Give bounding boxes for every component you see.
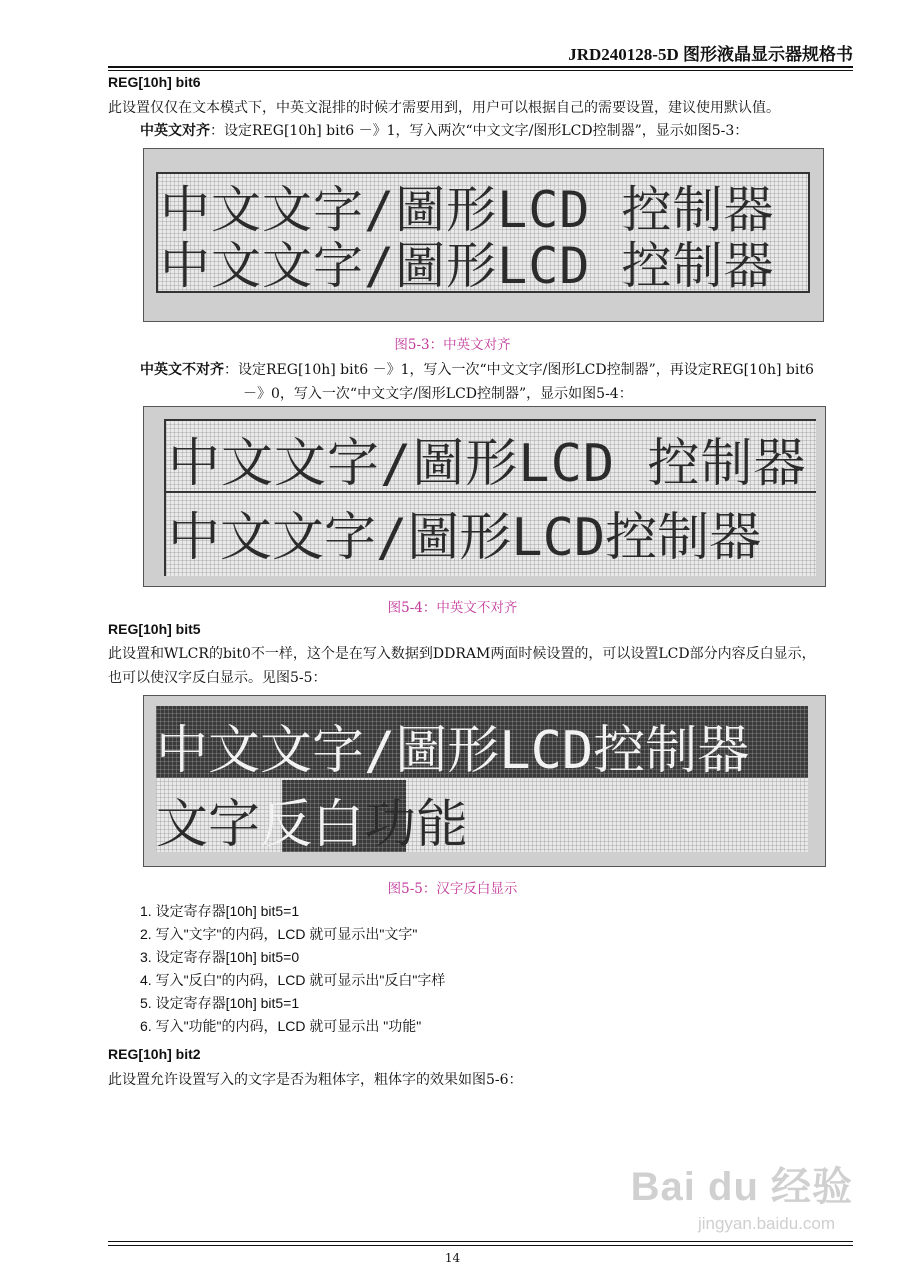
section-heading-bit5: REG[10h] bit5 bbox=[108, 621, 201, 637]
watermark-url: jingyan.baidu.com bbox=[697, 1214, 835, 1233]
noalign-label: 中英文不对齐 bbox=[140, 362, 224, 378]
bit5-text-2: 也可以使汉字反白显示。见图5-5： bbox=[108, 670, 327, 686]
page-number: 14 bbox=[444, 1251, 461, 1265]
figure-5-5 bbox=[143, 695, 826, 867]
footer-rule bbox=[108, 1245, 853, 1246]
figure-5-3-caption: 图5-3：中英文对齐 bbox=[394, 337, 511, 353]
list-item: 4. 写入"反白"的内码，LCD 就可显示出"反白"字样 bbox=[140, 972, 446, 988]
noalign-text-cont: －》0，写入一次“中文文字/图形LCD控制器”，显示如图5-4： bbox=[243, 386, 633, 402]
lcd-line-2: 中文文字/圖形LCD控制器 bbox=[168, 508, 762, 568]
section-heading-bit6: REG[10h] bit6 bbox=[108, 74, 201, 90]
figure-5-4 bbox=[143, 406, 826, 587]
normal-text: 文字 bbox=[156, 795, 261, 852]
bit6-intro: 此设置仅仅在文本模式下，中英文混排的时候才需要用到，用户可以根据自己的需要设置，建议使用默认值。 bbox=[108, 100, 780, 116]
figure-5-3 bbox=[143, 148, 824, 322]
section-heading-bit2: REG[10h] bit2 bbox=[108, 1046, 201, 1062]
align-label: 中英文对齐 bbox=[140, 123, 210, 139]
list-item: 6. 写入"功能"的内码，LCD 就可显示出 "功能" bbox=[140, 1018, 422, 1034]
lcd-screen bbox=[164, 419, 816, 576]
lcd-line-1: 中文文字/圖形LCD控制器 bbox=[156, 721, 750, 781]
figure-5-5-caption: 图5-5：汉字反白显示 bbox=[387, 881, 518, 897]
lcd-line-1: 中文文字/圖形LCD 控制器 bbox=[160, 181, 775, 239]
lcd-screen bbox=[156, 706, 808, 852]
bit5-text-1: 此设置和WLCR的bit0不一样，这个是在写入数据到DDRAM两面时候设置的，可以设置LCD部分内容反白显示， bbox=[108, 646, 816, 662]
lcd-line-1: 中文文字/圖形LCD 控制器 bbox=[168, 434, 807, 494]
document-header-title: JRD240128-5D 图形液晶显示器规格书 bbox=[568, 45, 853, 64]
list-item: 1. 设定寄存器[10h] bit5=1 bbox=[140, 903, 300, 919]
bit2-text: 此设置允许设置写入的文字是否为粗体字，粗体字的效果如图5-6： bbox=[108, 1072, 523, 1088]
header-rule bbox=[108, 66, 853, 68]
lcd-line-2 bbox=[156, 782, 468, 852]
list-item: 5. 设定寄存器[10h] bit5=1 bbox=[140, 995, 300, 1011]
align-text: ：设定REG[10h] bit6 －》1，写入两次“中文文字/图形LCD控制器”，显示如图5-3： bbox=[210, 123, 749, 139]
noalign-paragraph bbox=[140, 359, 814, 379]
lcd-line-2: 中文文字/圖形LCD 控制器 bbox=[160, 237, 775, 293]
lcd-screen bbox=[156, 172, 810, 293]
inverted-text: 反白 bbox=[260, 795, 365, 852]
list-item: 3. 设定寄存器[10h] bit5=0 bbox=[140, 949, 300, 965]
list-item: 2. 写入"文字"的内码，LCD 就可显示出"文字" bbox=[140, 926, 418, 942]
normal-text: 功能 bbox=[364, 795, 469, 852]
watermark-logo: Bai du 经验 bbox=[630, 1165, 853, 1209]
header-rule bbox=[108, 70, 853, 71]
align-paragraph bbox=[140, 120, 748, 140]
footer-rule bbox=[108, 1241, 853, 1242]
figure-5-4-caption: 图5-4：中英文不对齐 bbox=[387, 600, 518, 616]
noalign-text: ：设定REG[10h] bit6 －》1，写入一次“中文文字/图形LCD控制器”，再设定REG[10h] bit6 bbox=[224, 362, 814, 378]
steps-list bbox=[140, 901, 445, 1039]
